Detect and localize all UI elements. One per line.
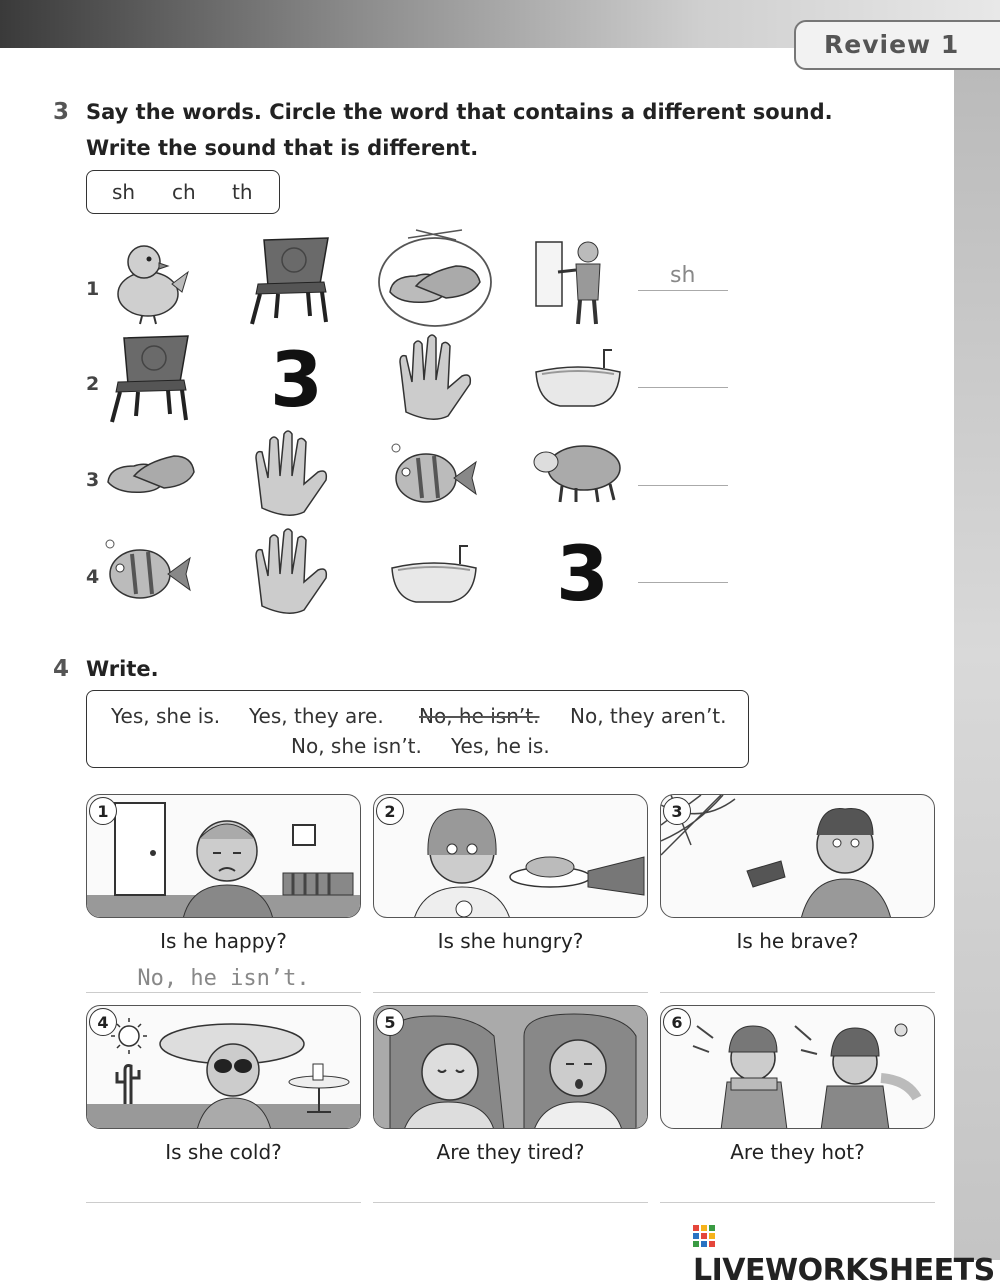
fish-icon	[102, 536, 194, 606]
answer-line-q3[interactable]	[660, 992, 935, 993]
answer-1-text: No, he isn’t.	[137, 966, 310, 991]
answer-line-q5[interactable]	[373, 1202, 648, 1203]
sound-box	[86, 170, 280, 214]
answer-line-q4[interactable]	[86, 1202, 361, 1203]
teacher-icon	[532, 236, 612, 326]
answer-line-1[interactable]	[638, 290, 728, 291]
cold-children-illustration	[661, 1006, 935, 1129]
question-3: Is he brave?	[736, 929, 859, 953]
phrase-yes-they-are: Yes, they are.	[249, 704, 384, 728]
exercise-3-instruction-1: Say the words. Circle the word that contains a different sound.	[86, 100, 833, 124]
panel-number-3: 3	[663, 797, 691, 825]
hand-icon	[392, 332, 476, 424]
answer-line-q6[interactable]	[660, 1202, 935, 1203]
panel-number-2: 2	[376, 797, 404, 825]
panel-number-6: 6	[663, 1008, 691, 1036]
phrase-yes-she-is: Yes, she is.	[111, 704, 221, 728]
panel-number-4: 4	[89, 1008, 117, 1036]
picture-panel-5	[373, 1005, 648, 1129]
right-band	[954, 48, 1000, 1260]
answer-line-4[interactable]	[638, 582, 728, 583]
answer-line-q1[interactable]	[86, 992, 361, 993]
liveworksheets-logo-icon	[693, 1223, 715, 1247]
exercise-4-instruction: Write.	[86, 657, 159, 681]
hand-icon	[248, 526, 332, 618]
review-label: Review 1	[824, 30, 960, 59]
sound-sh: sh	[112, 180, 136, 204]
sound-th: th	[232, 180, 253, 204]
brave-boy-illustration	[661, 795, 935, 918]
sound-ch: ch	[172, 180, 196, 204]
phrase-no-they-arent: No, they aren’t.	[570, 704, 727, 728]
row-number-2: 2	[86, 373, 100, 395]
row-number-1: 1	[86, 278, 100, 300]
chair-icon	[104, 332, 194, 424]
sunny-girl-illustration	[87, 1006, 361, 1129]
phrase-box	[86, 690, 749, 768]
girl-food-illustration	[374, 795, 648, 918]
chick-icon	[104, 236, 192, 326]
row-number-3: 3	[86, 469, 100, 491]
panel-number-5: 5	[376, 1008, 404, 1036]
question-4: Is she cold?	[165, 1140, 282, 1164]
row-number-4: 4	[86, 566, 100, 588]
panel-number-1: 1	[89, 797, 117, 825]
question-2: Is she hungry?	[437, 929, 584, 953]
exercise-3-instruction-2: Write the sound that is different.	[86, 136, 479, 160]
picture-panel-6	[660, 1005, 935, 1129]
question-6: Are they hot?	[730, 1140, 865, 1164]
question-5: Are they tired?	[436, 1140, 585, 1164]
answer-line-q2[interactable]	[373, 992, 648, 993]
liveworksheets-logo	[693, 1218, 1000, 1288]
answer-line-2[interactable]	[638, 387, 728, 388]
picture-panel-3	[660, 794, 935, 918]
chair-icon	[244, 234, 334, 326]
picture-panel-4	[86, 1005, 361, 1129]
phrase-yes-he-is: Yes, he is.	[451, 734, 550, 758]
three-numeral: 3	[270, 335, 323, 424]
shoes-icon	[104, 440, 196, 504]
bath-icon	[388, 540, 480, 608]
phrase-no-he-isnt-crossed: No, he isn’t.	[419, 704, 540, 728]
picture-panel-2	[373, 794, 648, 918]
answer-line-3[interactable]	[638, 485, 728, 486]
fish-icon	[388, 440, 480, 510]
sad-boy-illustration	[87, 795, 361, 918]
question-1: Is he happy?	[160, 929, 287, 953]
three-numeral: 3	[556, 529, 609, 618]
answer-1-sample: sh	[670, 263, 696, 288]
phrase-no-she-isnt: No, she isn’t.	[291, 734, 422, 758]
hand-icon	[248, 428, 332, 520]
exercise-3-number: 3	[53, 99, 70, 125]
picture-panel-1	[86, 794, 361, 918]
bath-icon	[532, 344, 624, 412]
sheep-icon	[532, 440, 622, 504]
shoes-icon-circled	[376, 226, 494, 330]
liveworksheets-brand: LIVEWORKSHEETS	[693, 1253, 995, 1288]
exercise-4-number: 4	[53, 656, 70, 682]
tired-children-illustration	[374, 1006, 648, 1129]
review-tab	[794, 20, 1000, 70]
